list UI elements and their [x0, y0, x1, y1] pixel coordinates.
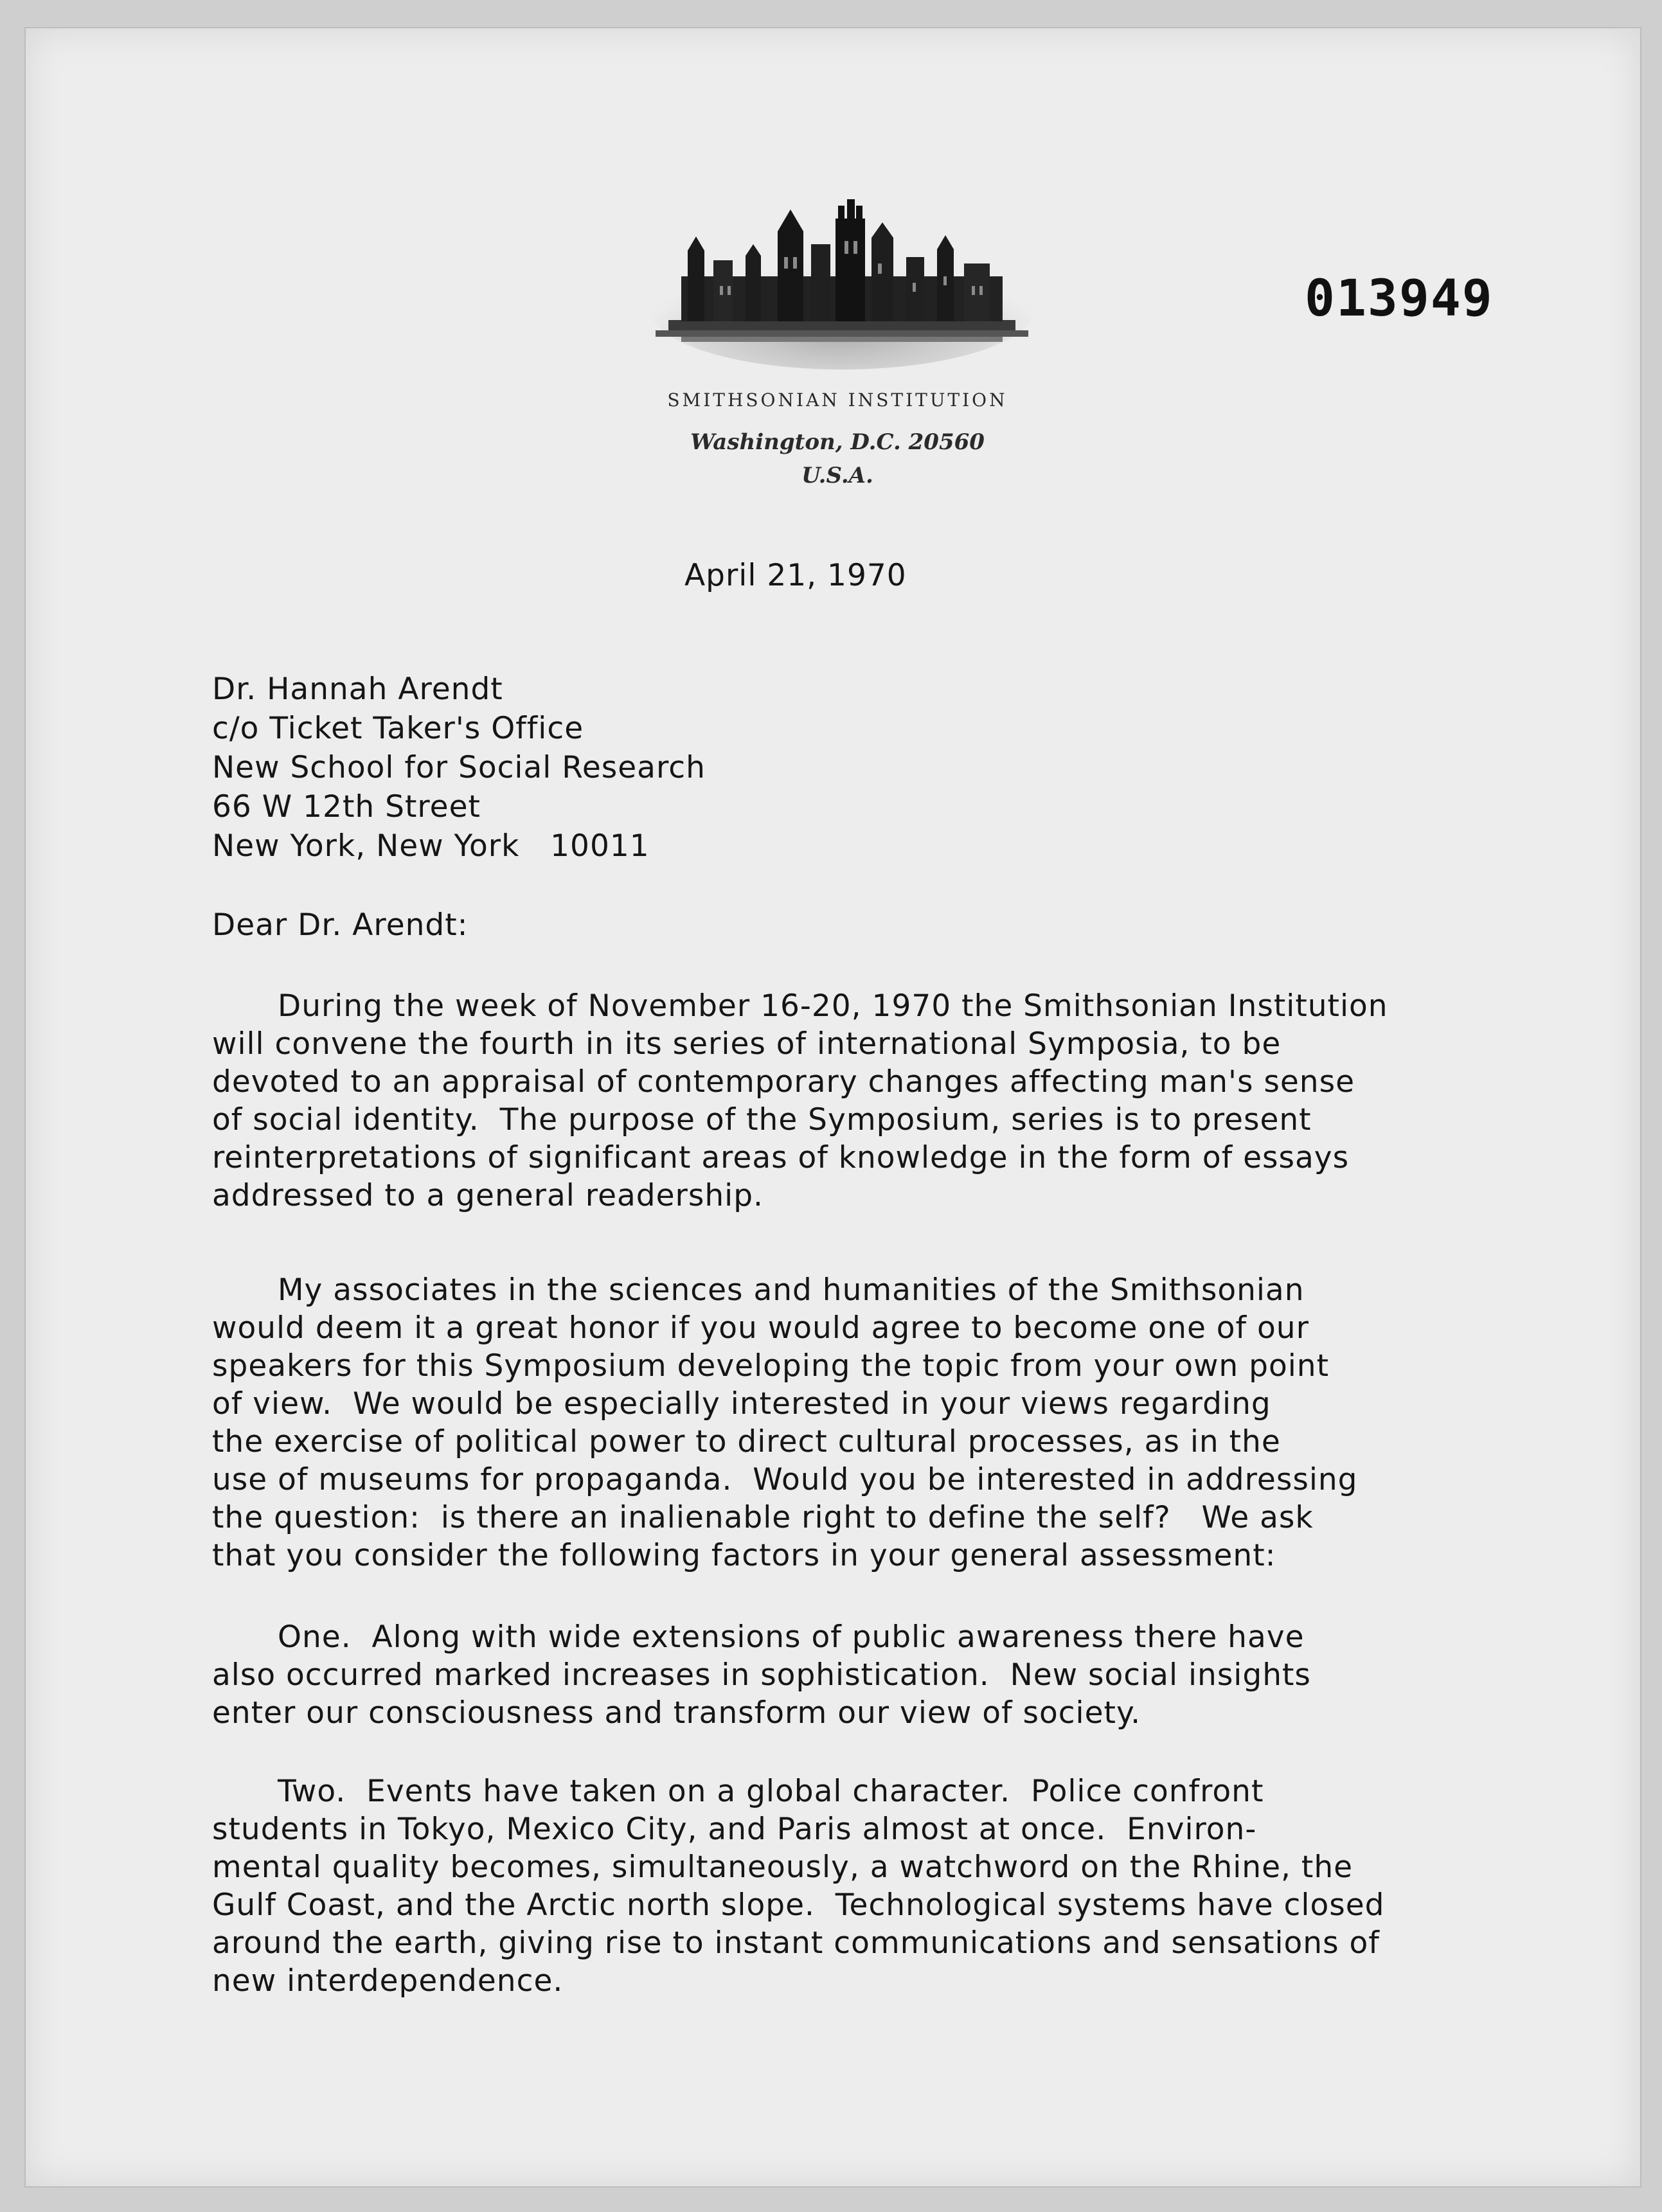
paragraph-line: of view. We would be especially interested in your views regarding: [212, 1386, 1271, 1422]
paragraph-line: Two. Events have taken on a global character. Police confront: [278, 1774, 1264, 1809]
paragraph-line: the exercise of political power to direct cultural processes, as in the: [212, 1424, 1281, 1459]
paragraph-line: of social identity. The purpose of the Symposium, series is to present: [212, 1102, 1312, 1137]
paragraph-line: reinterpretations of significant areas of knowledge in the form of essays: [212, 1140, 1350, 1175]
recipient-address: [212, 670, 706, 866]
institution-name: SMITHSONIAN INSTITUTION: [667, 389, 1008, 411]
paragraph-2: [212, 1271, 1358, 1574]
recipient-line: New York, New York 10011: [212, 828, 650, 864]
paragraph-line: addressed to a general readership.: [212, 1178, 764, 1213]
paragraph-3: [212, 1618, 1311, 1732]
recipient-line: Dr. Hannah Arendt: [212, 672, 503, 707]
paragraph-line: devoted to an appraisal of contemporary changes affecting man's sense: [212, 1064, 1355, 1100]
paragraph-line: Gulf Coast, and the Arctic north slope. Technological systems have closed: [212, 1887, 1385, 1923]
paragraph-1: [212, 987, 1388, 1215]
paragraph-line: One. Along with wide extensions of public awareness there have: [278, 1619, 1305, 1655]
paragraph-line: speakers for this Symposium developing the topic from your own point: [212, 1348, 1329, 1384]
paragraph-line: During the week of November 16-20, 1970 the Smithsonian Institution: [278, 988, 1388, 1024]
paragraph-line: enter our consciousness and transform our view of society.: [212, 1695, 1141, 1731]
paragraph-line: use of museums for propaganda. Would you be interested in addressing: [212, 1462, 1358, 1497]
paragraph-line: students in Tokyo, Mexico City, and Paris almost at once. Environ-: [212, 1812, 1257, 1847]
paragraph-line: My associates in the sciences and humanities of the Smithsonian: [278, 1272, 1305, 1308]
paragraph-line: will convene the fourth in its series of international Symposia, to be: [212, 1026, 1282, 1062]
paragraph-line: that you consider the following factors in your general assessment:: [212, 1538, 1276, 1573]
paragraph-line: also occurred marked increases in sophistication. New social insights: [212, 1657, 1311, 1693]
paragraph-line: new interdependence.: [212, 1963, 564, 1999]
salutation: Dear Dr. Arendt:: [212, 907, 469, 943]
smithsonian-castle-engraving-icon: [643, 180, 1041, 373]
paragraph-line: around the earth, giving rise to instant communications and sensations of: [212, 1925, 1380, 1961]
recipient-line: c/o Ticket Taker's Office: [212, 711, 584, 746]
paragraph-4: [212, 1772, 1384, 2000]
paragraph-line: would deem it a great honor if you would agree to become one of our: [212, 1310, 1309, 1346]
paragraph-line: the question: is there an inalienable right to define the self? We ask: [212, 1500, 1314, 1535]
document-number: 013949: [1305, 270, 1494, 328]
institution-country: U.S.A.: [801, 463, 873, 488]
paragraph-line: mental quality becomes, simultaneously, a watchword on the Rhine, the: [212, 1850, 1354, 1885]
recipient-line: 66 W 12th Street: [212, 789, 481, 825]
recipient-line: New School for Social Research: [212, 750, 706, 785]
institution-address: Washington, D.C. 20560: [690, 429, 985, 455]
letter-date: April 21, 1970: [684, 558, 907, 593]
